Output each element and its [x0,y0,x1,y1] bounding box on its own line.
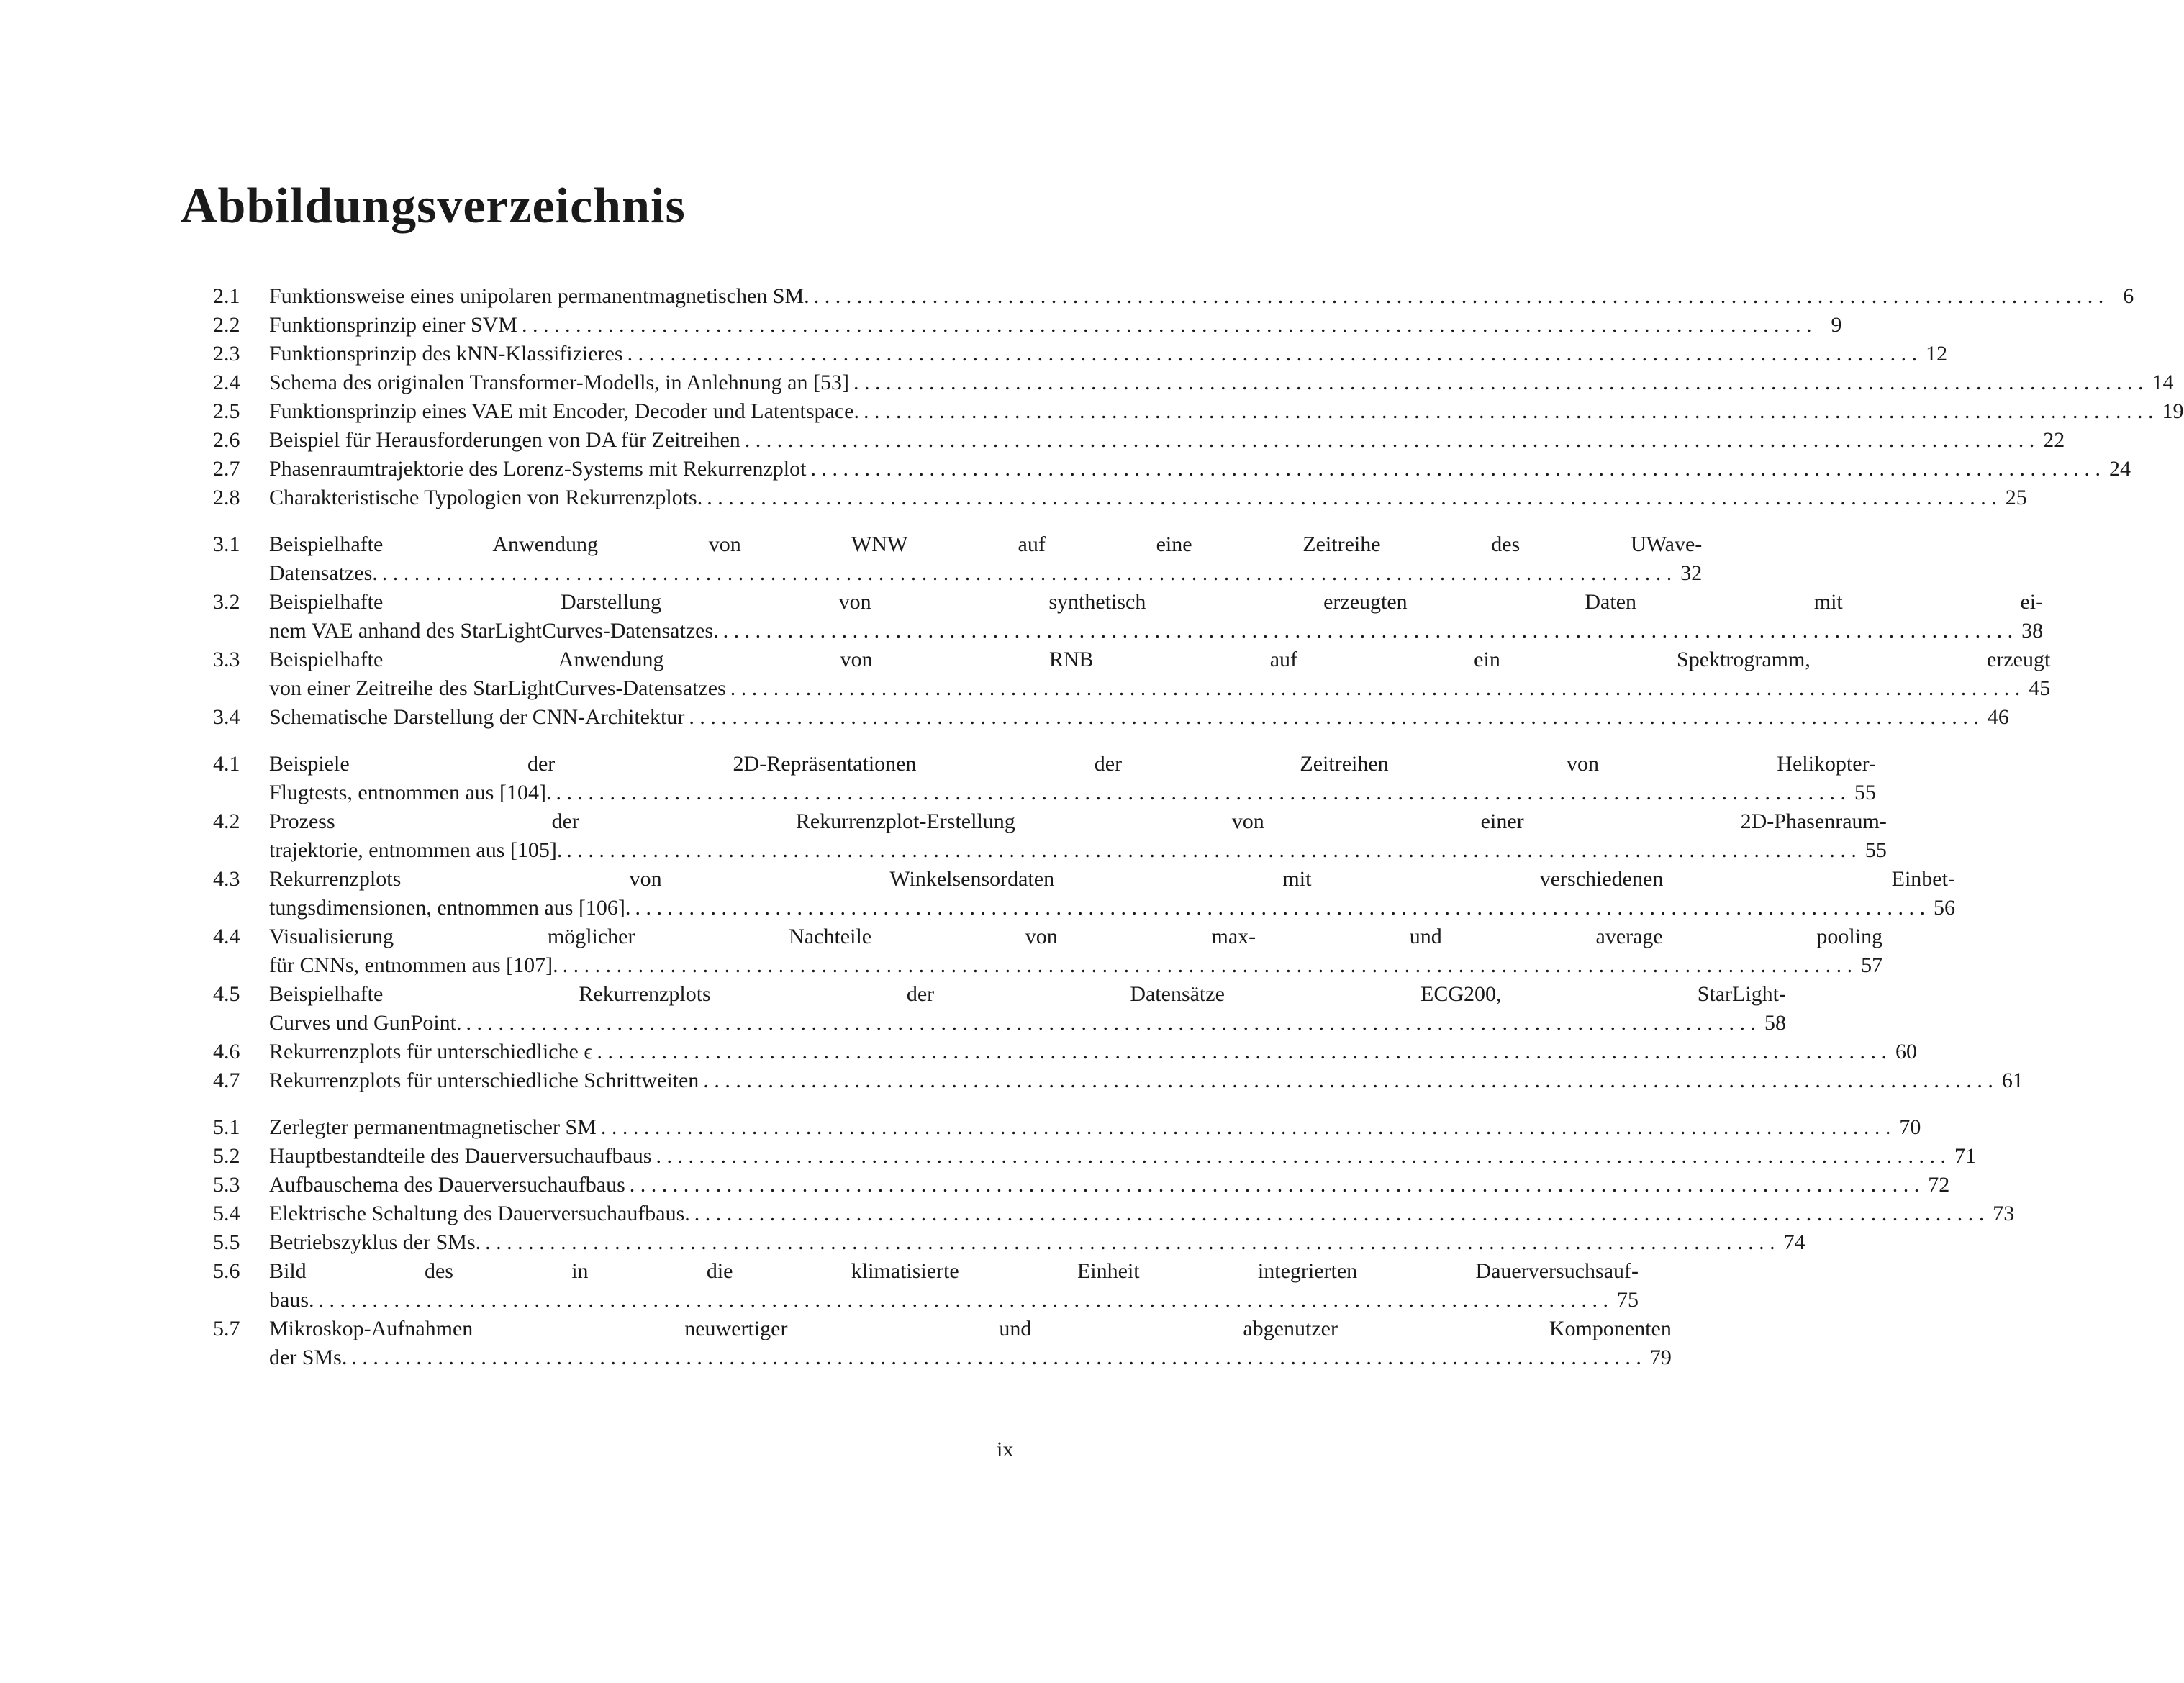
dot-leader: . . . . . . . . . . . . . . . . . . . . . . . . . . . . . . . . . . . . . . . . . . . . . . . . . . . . . . . . . . . . . . . . . . . . . . . . . . . . . . . . . . . . . . . . . . . . . . . . . . . . . . . . . . . . . . . . . . . . . . . . [522,313,1812,337]
caption-line: Funktionsprinzip eines VAE mit Encoder, Decoder und Latentspace. [269,399,859,423]
figure-caption [269,922,1882,980]
page-ref[interactable]: 32 [1680,561,1703,585]
figure-entry[interactable] [213,1199,2015,1228]
page-ref[interactable]: 14 [2152,371,2174,394]
figure-entry[interactable] [213,1228,1805,1257]
page-ref[interactable]: 6 [2123,284,2134,308]
dot-leader: . . . . . . . . . . . . . . . . . . . . . . . . . . . . . . . . . . . . . . . . . . . . . . . . . . . . . . . . . . . . . . . . . . . . . . . . . . . . . . . . . . . . . . . . . . . . . . . . . . . . . . . . . . . . . . . . . . . . . . . . [707,486,1997,509]
page-ref[interactable]: 72 [1928,1173,1950,1197]
page-ref[interactable]: 25 [2005,486,2027,509]
figure-number: 5.1 [213,1115,240,1139]
dot-leader: . . . . . . . . . . . . . . . . . . . . . . . . . . . . . . . . . . . . . . . . . . . . . . . . . . . . . . . . . . . . . . . . . . . . . . . . . . . . . . . . . . . . . . . . . . . . . . . . . . . . . . . . . . . . . . . . . . . . . . . . [635,896,1925,920]
dot-leader: . . . . . . . . . . . . . . . . . . . . . . . . . . . . . . . . . . . . . . . . . . . . . . . . . . . . . . . . . . . . . . . . . . . . . . . . . . . . . . . . . . . . . . . . . . . . . . . . . . . . . . . . . . . . . . . . . . . . . . . . [351,1346,1641,1369]
figure-entry[interactable] [213,340,1948,368]
page-ref[interactable]: 9 [1831,313,1842,337]
dot-leader: . . . . . . . . . . . . . . . . . . . . . . . . . . . . . . . . . . . . . . . . . . . . . . . . . . . . . . . . . . . . . . . . . . . . . . . . . . . . . . . . . . . . . . . . . . . . . . . . . . . . . . . . . . . . . . . . . . . . . . . . [656,1144,1946,1168]
figure-caption [269,1038,1917,1066]
figure-entry[interactable] [213,703,2009,732]
figure-number: 2.6 [213,428,240,452]
figure-caption [269,397,2184,426]
figure-entry[interactable] [213,1257,1639,1315]
caption-line: der SMs. [269,1346,348,1369]
caption-line: Hauptbestandteile des Dauerversuchaufbaus [269,1144,652,1168]
page-ref[interactable]: 57 [1861,953,1883,977]
figure-group [213,750,2024,1095]
page-ref[interactable]: 74 [1783,1230,1805,1254]
dot-leader: . . . . . . . . . . . . . . . . . . . . . . . . . . . . . . . . . . . . . . . . . . . . . . . . . . . . . . . . . . . . . . . . . . . . . . . . . . . . . . . . . . . . . . . . . . . . . . . . . . . . . . . . . . . . . . . . . . . . . . . . [810,457,2101,481]
figure-caption [269,1199,2014,1228]
page-number: ix [997,1438,1014,1461]
figure-number: 5.3 [213,1173,240,1197]
page-ref[interactable]: 71 [1954,1144,1976,1168]
figure-entry[interactable] [213,1142,1976,1171]
figure-number: 2.3 [213,342,240,366]
dot-leader: . . . . . . . . . . . . . . . . . . . . . . . . . . . . . . . . . . . . . . . . . . . . . . . . . . . . . . . . . . . . . . . . . . . . . . . . . . . . . . . . . . . . . . . . . . . . . . . . . . . . . . . . . . . . . . . . . . . . . . . . [864,399,2154,423]
page-ref[interactable]: 24 [2108,457,2131,481]
caption-line: Funktionsprinzip des kNN-Klassifizieres [269,342,623,366]
figure-caption [269,282,2134,311]
figure-caption [269,807,1887,865]
figure-group [213,530,2051,732]
figure-number: 4.6 [213,1040,240,1063]
figure-number: 2.5 [213,399,240,423]
dot-leader: . . . . . . . . . . . . . . . . . . . . . . . . . . . . . . . . . . . . . . . . . . . . . . . . . . . . . . . . . . . . . . . . . . . . . . . . . . . . . . . . . . . . . . . . . . . . . . . . . . . . . . . . . . . . . . . . . . . . . . . . [600,1115,1891,1139]
figure-caption [269,588,2043,645]
figure-caption [269,311,1842,340]
figure-entry[interactable] [213,530,1703,588]
figure-number: 4.5 [213,982,240,1006]
dot-leader: . . . . . . . . . . . . . . . . . . . . . . . . . . . . . . . . . . . . . . . . . . . . . . . . . . . . . . . . . . . . . . . . . . . . . . . . . . . . . . . . . . . . . . . . . . . . . . . . . . . . . . . . . . . . . . . . . . . . . . . . [689,705,1979,729]
figure-number: 5.6 [213,1259,240,1283]
caption-line: Charakteristische Typologien von Rekurrenzplots. [269,486,703,509]
page-ref[interactable]: 79 [1649,1346,1672,1369]
caption-line: Schematische Darstellung der CNN-Architektur [269,705,685,729]
figure-entry[interactable] [213,455,2131,484]
figure-group [213,1113,2015,1372]
caption-line: von einer Zeitreihe des StarLightCurves-Datensatzes [269,676,726,700]
figure-entry[interactable] [213,807,1887,865]
dot-leader: . . . . . . . . . . . . . . . . . . . . . . . . . . . . . . . . . . . . . . . . . . . . . . . . . . . . . . . . . . . . . . . . . . . . . . . . . . . . . . . . . . . . . . . . . . . . . . . . . . . . . . . . . . . . . . . . . . . . . . . . [627,342,1918,366]
caption-line: Elektrische Schaltung des Dauerversuchaufbaus. [269,1202,690,1225]
figure-caption [269,1066,2024,1095]
caption-line: Beispielhafte Rekurrenzplots der Datensätze ECG200, StarLight- [269,982,1787,1006]
figure-caption [269,455,2131,484]
figure-caption [269,980,1786,1038]
dot-leader: . . . . . . . . . . . . . . . . . . . . . . . . . . . . . . . . . . . . . . . . . . . . . . . . . . . . . . . . . . . . . . . . . . . . . . . . . . . . . . . . . . . . . . . . . . . . . . . . . . . . . . . . . . . . . . . . . . . . . . . . [722,619,2013,643]
figure-number: 5.7 [213,1317,240,1340]
page-ref[interactable]: 55 [1854,781,1876,804]
caption-line: Bild des in die klimatisierte Einheit integrierten Dauerversuchsauf- [269,1259,1639,1283]
figure-entry[interactable] [213,311,1842,340]
caption-line: Aufbauschema des Dauerversuchaufbaus [269,1173,625,1197]
figure-number: 5.5 [213,1230,240,1254]
figure-caption [269,1228,1805,1257]
dot-leader: . . . . . . . . . . . . . . . . . . . . . . . . . . . . . . . . . . . . . . . . . . . . . . . . . . . . . . . . . . . . . . . . . . . . . . . . . . . . . . . . . . . . . . . . . . . . . . . . . . . . . . . . . . . . . . . . . . . . . . . . [318,1288,1608,1312]
figure-number: 5.4 [213,1202,240,1225]
figure-entry[interactable] [213,1315,1672,1372]
dot-leader: . . . . . . . . . . . . . . . . . . . . . . . . . . . . . . . . . . . . . . . . . . . . . . . . . . . . . . . . . . . . . . . . . . . . . . . . . . . . . . . . . . . . . . . . . . . . . . . . . . . . . . . . . . . . . . . . . . . . . . . . [566,838,1857,862]
dot-leader: . . . . . . . . . . . . . . . . . . . . . . . . . . . . . . . . . . . . . . . . . . . . . . . . . . . . . . . . . . . . . . . . . . . . . . . . . . . . . . . . . . . . . . . . . . . . . . . . . . . . . . . . . . . . . . . . . . . . . . . . [597,1040,1887,1063]
figure-caption [269,865,1955,922]
page-ref[interactable]: 22 [2043,428,2065,452]
figure-entry[interactable] [213,980,1787,1038]
figure-entry[interactable] [213,1066,2024,1095]
caption-line: für CNNs, entnommen aus [107]. [269,953,558,977]
figure-number: 4.3 [213,867,240,891]
caption-line: Beispielhafte Darstellung von synthetisch erzeugten Daten mit ei- [269,590,2044,614]
figure-entry[interactable] [213,750,1876,807]
page-ref[interactable]: 45 [2029,676,2051,700]
dot-leader: . . . . . . . . . . . . . . . . . . . . . . . . . . . . . . . . . . . . . . . . . . . . . . . . . . . . . . . . . . . . . . . . . . . . . . . . . . . . . . . . . . . . . . . . . . . . . . . . . . . . . . . . . . . . . . . . . . . . . . . . [556,781,1846,804]
figure-caption [269,1113,1921,1142]
caption-line: Datensatzes. [269,561,378,585]
figure-number: 5.2 [213,1144,240,1168]
caption-line: tungsdimensionen, entnommen aus [106]. [269,896,631,920]
figure-caption [269,1142,1976,1171]
figure-group [213,282,2184,512]
dot-leader: . . . . . . . . . . . . . . . . . . . . . . . . . . . . . . . . . . . . . . . . . . . . . . . . . . . . . . . . . . . . . . . . . . . . . . . . . . . . . . . . . . . . . . . . . . . . . . . . . . . . . . . . . . . . . . . . . . . . . . . . [466,1011,1757,1035]
figure-number: 2.1 [213,284,240,308]
figure-entry[interactable] [213,645,2051,703]
figure-number: 4.4 [213,925,240,948]
caption-line: Curves und GunPoint. [269,1011,462,1035]
caption-line: Rekurrenzplots für unterschiedliche Schrittweiten [269,1069,699,1092]
page-ref[interactable]: 60 [1895,1040,1917,1063]
dot-leader: . . . . . . . . . . . . . . . . . . . . . . . . . . . . . . . . . . . . . . . . . . . . . . . . . . . . . . . . . . . . . . . . . . . . . . . . . . . . . . . . . . . . . . . . . . . . . . . . . . . . . . . . . . . . . . . . . . . . . . . . [730,676,2021,700]
figure-caption [269,703,2009,732]
figure-entry[interactable] [213,1113,1921,1142]
dot-leader: . . . . . . . . . . . . . . . . . . . . . . . . . . . . . . . . . . . . . . . . . . . . . . . . . . . . . . . . . . . . . . . . . . . . . . . . . . . . . . . . . . . . . . . . . . . . . . . . . . . . . . . . . . . . . . . . . . . . . . . . [853,371,2144,394]
figure-entry[interactable] [213,397,2184,426]
figure-caption [269,426,2065,455]
dot-leader: . . . . . . . . . . . . . . . . . . . . . . . . . . . . . . . . . . . . . . . . . . . . . . . . . . . . . . . . . . . . . . . . . . . . . . . . . . . . . . . . . . . . . . . . . . . . . . . . . . . . . . . . . . . . . . . . . . . . . . . . [694,1202,1985,1225]
figure-number: 4.2 [213,809,240,833]
caption-line: Zerlegter permanentmagnetischer SM [269,1115,597,1139]
figure-number: 4.7 [213,1069,240,1092]
list-of-figures [213,282,2184,1390]
figure-number: 2.2 [213,313,240,337]
figure-number: 3.1 [213,532,240,556]
dot-leader: . . . . . . . . . . . . . . . . . . . . . . . . . . . . . . . . . . . . . . . . . . . . . . . . . . . . . . . . . . . . . . . . . . . . . . . . . . . . . . . . . . . . . . . . . . . . . . . . . . . . . . . . . . . . . . . . . . . . . . . . [744,428,2035,452]
figure-caption [269,530,1702,588]
figure-entry[interactable] [213,1171,1950,1199]
figure-number: 3.2 [213,590,240,614]
page-ref[interactable]: 56 [1933,896,1955,920]
caption-line: Rekurrenzplots für unterschiedliche ϵ [269,1040,593,1063]
dot-leader: . . . . . . . . . . . . . . . . . . . . . . . . . . . . . . . . . . . . . . . . . . . . . . . . . . . . . . . . . . . . . . . . . . . . . . . . . . . . . . . . . . . . . . . . . . . . . . . . . . . . . . . . . . . . . . . . . . . . . . . . [629,1173,1920,1197]
figure-entry[interactable] [213,426,2065,455]
page-ref[interactable]: 38 [2021,619,2044,643]
page-ref[interactable]: 58 [1764,1011,1787,1035]
dot-leader: . . . . . . . . . . . . . . . . . . . . . . . . . . . . . . . . . . . . . . . . . . . . . . . . . . . . . . . . . . . . . . . . . . . . . . . . . . . . . . . . . . . . . . . . . . . . . . . . . . . . . . . . . . . . . . . . . . . . . . . . [562,953,1853,977]
figure-number: 2.7 [213,457,240,481]
figure-entry[interactable] [213,484,2027,512]
caption-line: Visualisierung möglicher Nachteile von max- und average pooling [269,925,1883,948]
page-ref[interactable]: 55 [1864,838,1887,862]
figure-entry[interactable] [213,282,2134,311]
caption-line: Flugtests, entnommen aus [104]. [269,781,552,804]
caption-line: Phasenraumtrajektorie des Lorenz-Systems mit Rekurrenzplot [269,457,807,481]
figure-number: 3.3 [213,648,240,671]
figure-caption [269,1257,1639,1315]
caption-line: Prozess der Rekurrenzplot-Erstellung von einer 2D-Phasenraum- [269,809,1887,833]
caption-line: Rekurrenzplots von Winkelsensordaten mit verschiedenen Einbet- [269,867,1955,891]
dot-leader: . . . . . . . . . . . . . . . . . . . . . . . . . . . . . . . . . . . . . . . . . . . . . . . . . . . . . . . . . . . . . . . . . . . . . . . . . . . . . . . . . . . . . . . . . . . . . . . . . . . . . . . . . . . . . . . . . . . . . . . . [485,1230,1775,1254]
caption-line: Beispielhafte Anwendung von RNB auf ein Spektrogramm, erzeugt [269,648,2051,671]
caption-line: baus. [269,1288,314,1312]
caption-line: trajektorie, entnommen aus [105]. [269,838,563,862]
caption-line: Funktionsweise eines unipolaren permanentmagnetischen SM. [269,284,810,308]
dot-leader: . . . . . . . . . . . . . . . . . . . . . . . . . . . . . . . . . . . . . . . . . . . . . . . . . . . . . . . . . . . . . . . . . . . . . . . . . . . . . . . . . . . . . . . . . . . . . . . . . . . . . . . . . . . . . . . . . . . . . . . . [381,561,1672,585]
page-ref[interactable]: 75 [1617,1288,1639,1312]
caption-line: nem VAE anhand des StarLightCurves-Datensatzes. [269,619,719,643]
page-ref[interactable]: 73 [1993,1202,2015,1225]
caption-line: Beispiele der 2D-Repräsentationen der Zeitreihen von Helikopter- [269,752,1876,776]
caption-line: Beispielhafte Anwendung von WNW auf eine Zeitreihe des UWave- [269,532,1703,556]
figure-number: 3.4 [213,705,240,729]
page-ref[interactable]: 12 [1926,342,1948,366]
figure-caption [269,645,2050,703]
figure-number: 2.8 [213,486,240,509]
figure-caption [269,1171,1949,1199]
page-ref[interactable]: 46 [1987,705,2009,729]
dot-leader: . . . . . . . . . . . . . . . . . . . . . . . . . . . . . . . . . . . . . . . . . . . . . . . . . . . . . . . . . . . . . . . . . . . . . . . . . . . . . . . . . . . . . . . . . . . . . . . . . . . . . . . . . . . . . . . . . . . . . . . . [703,1069,1993,1092]
figure-entry[interactable] [213,1038,1917,1066]
caption-line: Funktionsprinzip einer SVM [269,313,517,337]
caption-line: Beispiel für Herausforderungen von DA für Zeitreihen [269,428,740,452]
figure-entry[interactable] [213,922,1883,980]
figure-number: 4.1 [213,752,240,776]
figure-number: 2.4 [213,371,240,394]
figure-caption [269,750,1876,807]
page-ref[interactable]: 61 [2001,1069,2024,1092]
page-ref[interactable]: 19 [2162,399,2184,423]
caption-line: Betriebszyklus der SMs. [269,1230,481,1254]
page-ref[interactable]: 70 [1899,1115,1921,1139]
figure-caption [269,484,2027,512]
figure-caption [269,340,1947,368]
figure-entry[interactable] [213,368,2174,397]
dot-leader: . . . . . . . . . . . . . . . . . . . . . . . . . . . . . . . . . . . . . . . . . . . . . . . . . . . . . . . . . . . . . . . . . . . . . . . . . . . . . . . . . . . . . . . . . . . . . . . . . . . . . . . . . . . . . . . . . . . . . . . . [813,284,2104,308]
figure-entry[interactable] [213,588,2044,645]
figure-caption [269,1315,1672,1372]
caption-line: Mikroskop-Aufnahmen neuwertiger und abgenutzer Komponenten [269,1317,1672,1340]
caption-line: Schema des originalen Transformer-Modells, in Anlehnung an [53] [269,371,849,394]
page-title: Abbildungsverzeichnis [181,178,686,234]
figure-entry[interactable] [213,865,1955,922]
figure-caption [269,368,2173,397]
